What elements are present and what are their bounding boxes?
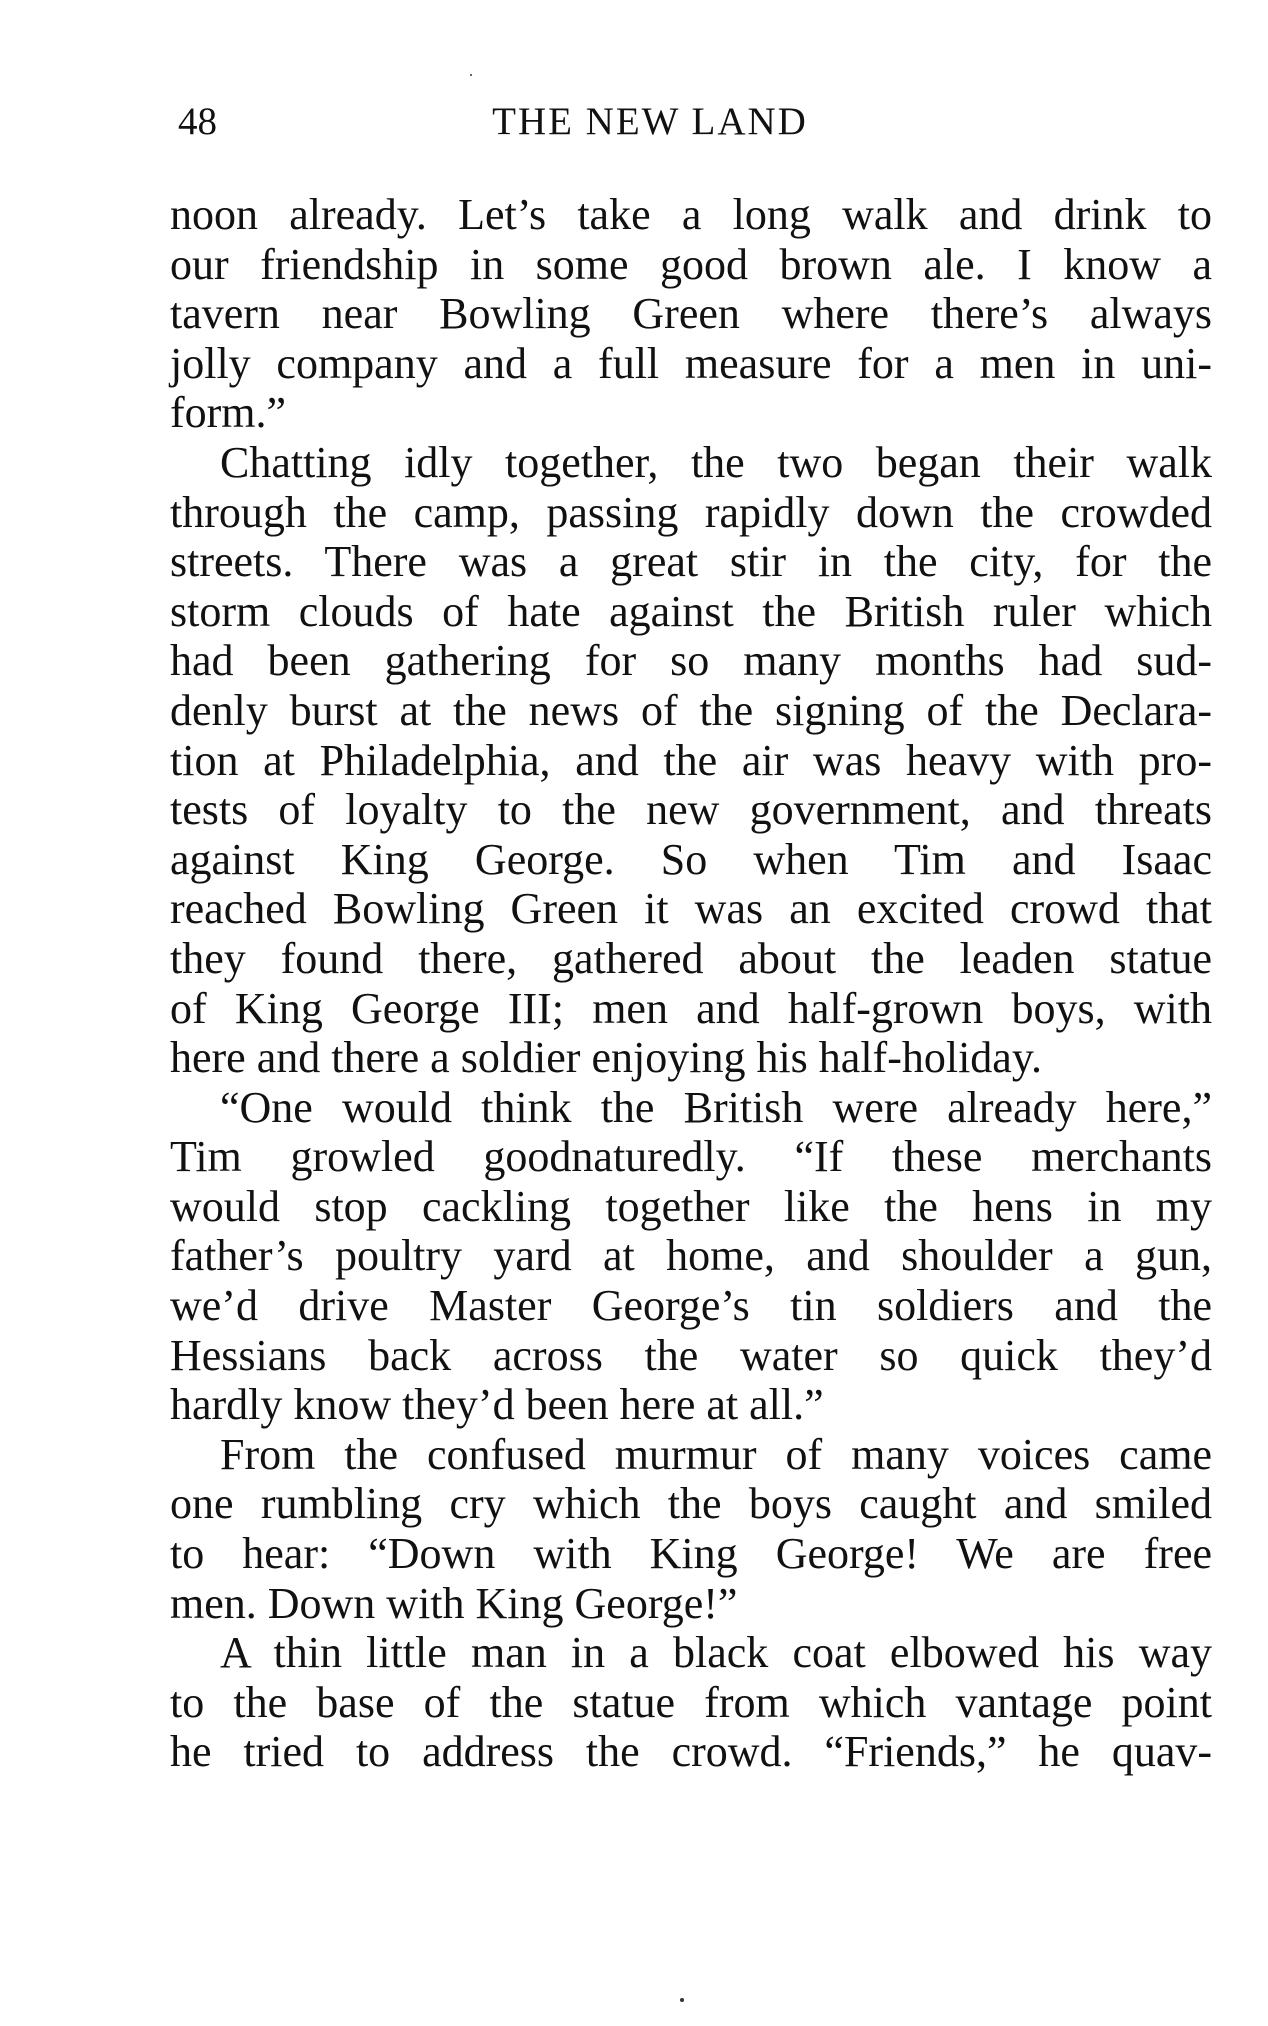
text-line: through the camp, passing rapidly down the crowded [170,487,1212,537]
text-line: jolly company and a full measure for a men in uni- [170,338,1212,388]
text-line: here and there a soldier enjoying his half-holiday. [170,1033,1042,1083]
text-line: streets. There was a great stir in the city, for the [170,537,1212,587]
body-text [170,190,1212,1777]
text-line: A thin little man in a black coat elbowed his way [220,1628,1212,1678]
text-line: to the base of the statue from which vantage point [170,1677,1212,1727]
text-line: From the confused murmur of many voices came [220,1429,1212,1479]
text-line: form.” [170,388,287,438]
text-line: tests of loyalty to the new government, and threats [170,785,1212,835]
running-title: THE NEW LAND [492,100,808,143]
print-speck [470,74,472,76]
text-line: to hear: “Down with King George! We are free [170,1529,1212,1579]
running-head [170,96,1210,148]
text-line: he tried to address the crowd. “Friends,” he quav- [170,1727,1212,1777]
text-line: had been gathering for so many months had sud- [170,636,1212,686]
text-line: we’d drive Master George’s tin soldiers and the [170,1281,1212,1331]
text-line: Hessians back across the water so quick they’d [170,1330,1212,1380]
text-line: storm clouds of hate against the British ruler which [170,586,1212,636]
print-speck [680,1998,684,2002]
text-line: against King George. So when Tim and Isaac [170,834,1212,884]
text-line: father’s poultry yard at home, and shoulder a gun, [170,1231,1212,1281]
text-line: Chatting idly together, the two began their walk [220,437,1212,487]
text-line: noon already. Let’s take a long walk and drink to [170,190,1212,239]
text-line: Tim growled goodnaturedly. “If these merchants [170,1132,1212,1182]
book-page [170,96,1210,1777]
text-line: of King George III; men and half-grown boys, with [170,983,1212,1033]
page-number: 48 [178,100,217,143]
text-line: men. Down with King George!” [170,1578,738,1628]
text-line: “One would think the British were already here,” [220,1082,1212,1132]
text-line: denly burst at the news of the signing of the Declara- [170,685,1212,735]
text-line: they found there, gathered about the leaden statue [170,933,1212,983]
text-line: hardly know they’d been here at all.” [170,1380,824,1430]
text-line: would stop cackling together like the hens in my [170,1181,1212,1231]
text-line: tavern near Bowling Green where there’s always [170,289,1212,339]
text-line: reached Bowling Green it was an excited crowd that [170,884,1212,934]
text-line: one rumbling cry which the boys caught and smiled [170,1479,1212,1529]
text-line: our friendship in some good brown ale. I know a [170,239,1212,289]
text-line: tion at Philadelphia, and the air was heavy with pro- [170,735,1212,785]
